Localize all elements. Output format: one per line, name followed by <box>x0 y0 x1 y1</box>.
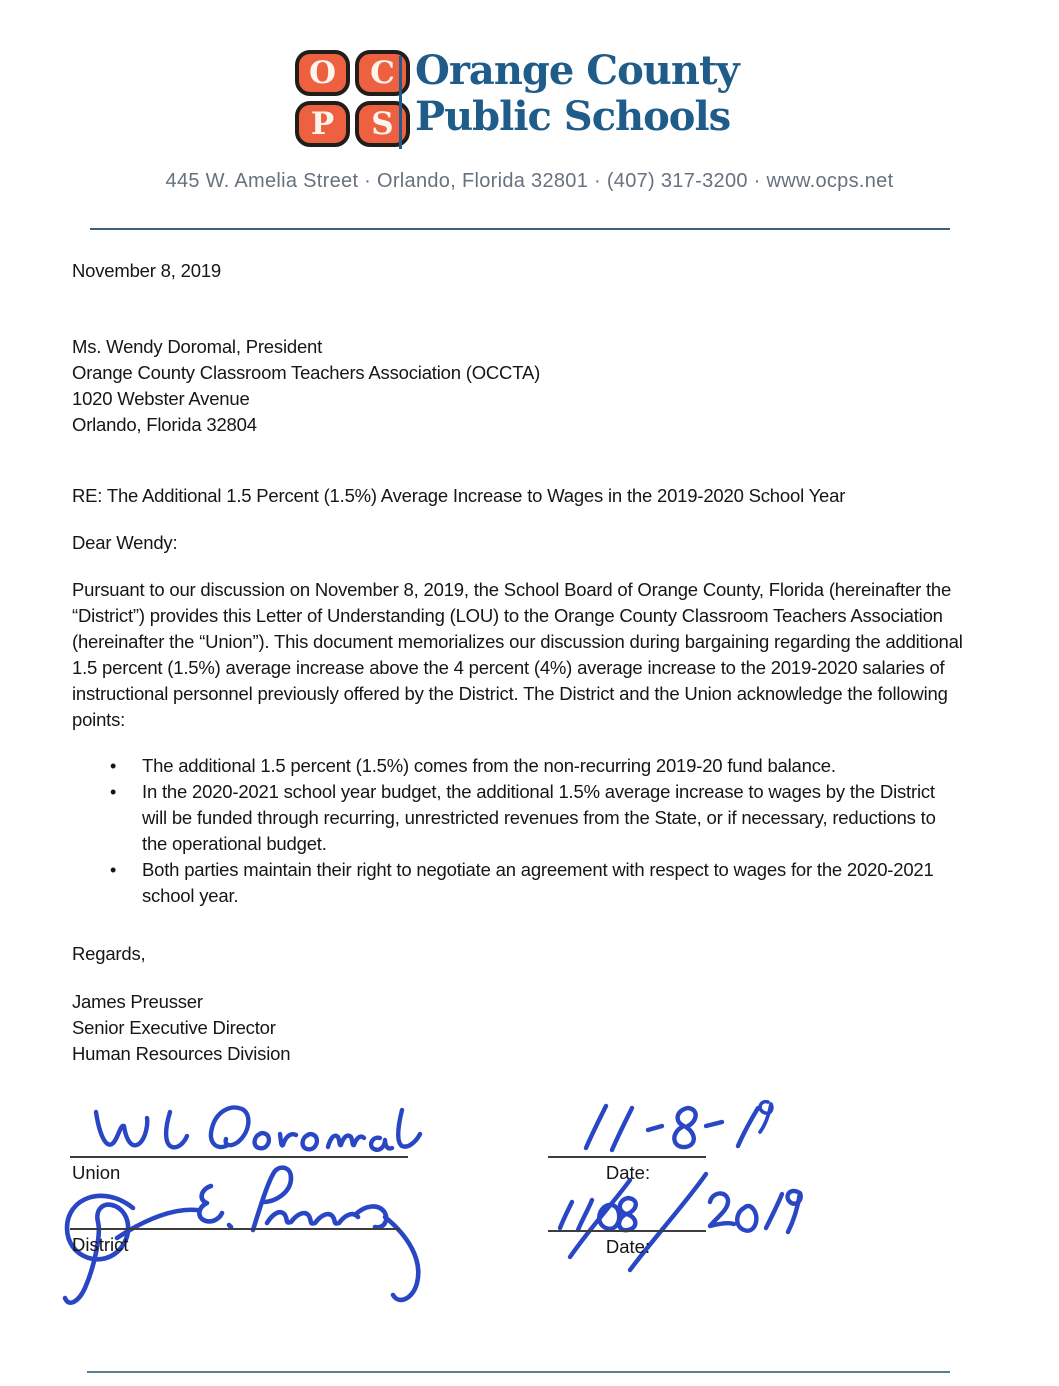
logo-tile-c: C <box>355 50 410 96</box>
letterhead-address: 445 W. Amelia Street · Orlando, Florida 32801 · (407) 317-3200 · www.ocps.net <box>165 170 894 192</box>
union-date-label: Date: <box>605 1162 651 1183</box>
district-signature-line <box>70 1228 400 1230</box>
district-label: District <box>72 1234 129 1255</box>
union-date-line <box>548 1156 706 1158</box>
logo-tile-o: O <box>295 50 350 96</box>
body-paragraph: Pursuant to our discussion on November 8, 2019, the School Board of Orange County, Florida (hereinafter the “District”) provides this Letter of Understanding (LOU) to the Orange County Classroom Teachers Association (hereinafter the “Union”). This document memorializes our discussion during bargaining regarding the additional 1.5 percent (1.5%) average increase above the 4 percent (4%) average increase to the 2019-2020 salaries of instructional personnel previously offered by the District. The District and the Union acknowledge the following points: <box>72 579 963 730</box>
letterhead-rule <box>90 228 950 230</box>
signer-block <box>72 989 964 1067</box>
org-name <box>415 48 739 140</box>
district-date-line <box>548 1230 706 1232</box>
logo-divider <box>399 56 402 149</box>
org-name-line1: Orange County <box>415 47 739 94</box>
re-line: RE: The Additional 1.5 Percent (1.5%) Average Increase to Wages in the 2019-2020 School Year <box>72 485 846 506</box>
ocps-logo <box>295 50 410 147</box>
union-signature-line <box>70 1156 408 1158</box>
logo-tile-p: P <box>295 101 350 147</box>
org-name-line2: Public Schools <box>415 93 731 140</box>
bullet-list <box>72 753 964 909</box>
recipient-line: Orlando, Florida 32804 <box>72 414 257 435</box>
salutation: Dear Wendy: <box>72 532 178 553</box>
signer-division: Human Resources Division <box>72 1043 291 1064</box>
recipient-line: Ms. Wendy Doromal, President <box>72 336 323 357</box>
logo-tile-s: S <box>355 101 410 147</box>
bullet-item: • The additional 1.5 percent (1.5%) comes from the non-recurring 2019-20 fund balance. <box>110 753 964 779</box>
footer-rule <box>87 1371 950 1373</box>
signer-name: James Preusser <box>72 991 203 1012</box>
recipient-line: Orange County Classroom Teachers Association (OCCTA) <box>72 362 541 383</box>
bullet-item: • Both parties maintain their right to negotiate an agreement with respect to wages for the 2020-2021 school year. <box>110 857 964 909</box>
union-signature <box>88 1102 412 1164</box>
recipient-block <box>72 334 964 438</box>
union-label: Union <box>72 1162 121 1183</box>
signer-title: Senior Executive Director <box>72 1017 276 1038</box>
union-date-handwriting <box>572 1098 782 1160</box>
letter-date: November 8, 2019 <box>72 260 222 281</box>
bullet-item: • In the 2020-2021 school year budget, the additional 1.5% average increase to wages by the District will be funded through recurring, unrestricted revenues from the State, or if necessary, reductions to the operational budget. <box>110 779 964 857</box>
closing: Regards, <box>72 943 146 964</box>
recipient-line: 1020 Webster Avenue <box>72 388 250 409</box>
district-date-label: Date: <box>605 1236 651 1257</box>
